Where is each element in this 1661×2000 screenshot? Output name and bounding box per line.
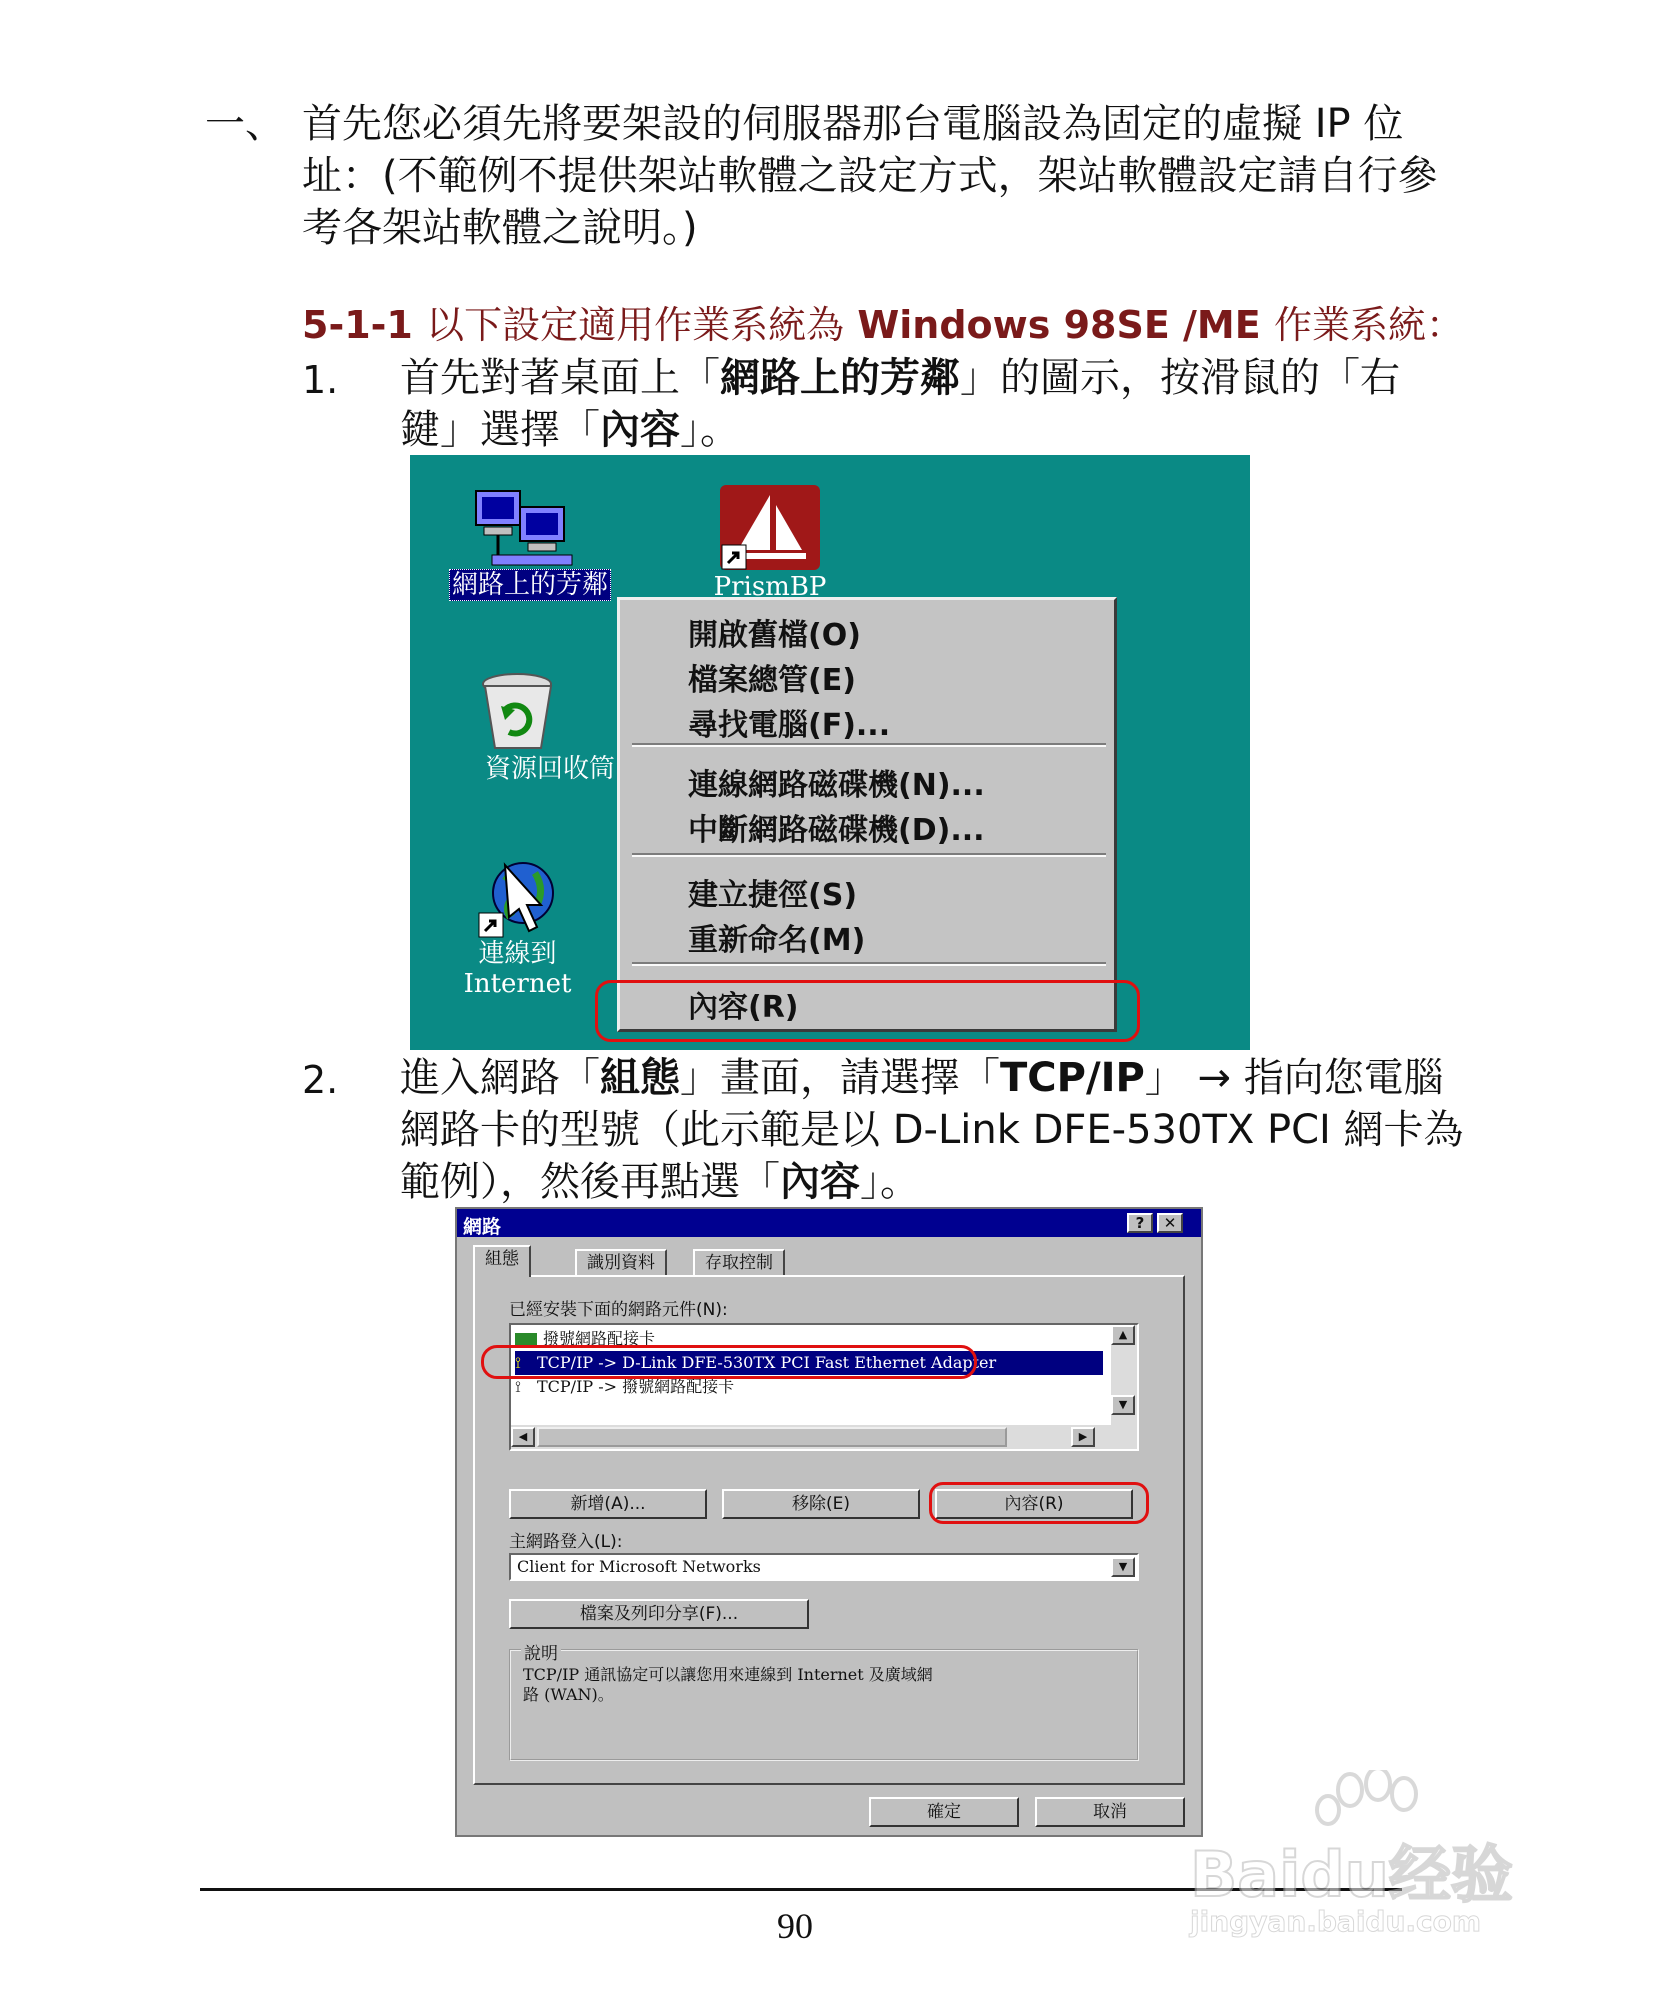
menu-item-disconnect-drive[interactable]: 中斷網路磁碟機(D)... <box>688 813 985 848</box>
dialog-titlebar <box>457 1209 1201 1237</box>
description-label: 說明 <box>521 1639 561 1664</box>
menu-item-explore[interactable]: 檔案總管(E) <box>688 663 856 698</box>
section-title-os: Windows 98SE /ME <box>857 303 1261 347</box>
step-1-number: 1. <box>302 358 339 402</box>
step-1-bold-properties: 內容 <box>600 407 680 453</box>
intro-line-1: 首先您必須先將要架設的伺服器那台電腦設為固定的虛擬 IP 位 <box>302 101 1404 147</box>
list-item-label: TCP/IP -> 撥號網路配接卡 <box>537 1377 735 1396</box>
step-2-text: 」畫面，請選擇「 <box>680 1055 1000 1101</box>
step-1-line-2 <box>400 404 740 456</box>
remove-button[interactable]: 移除(E) <box>722 1489 920 1519</box>
add-button[interactable]: 新增(A)... <box>509 1489 707 1519</box>
highlight-tcpip-item <box>481 1345 977 1379</box>
highlight-properties-button <box>929 1482 1149 1524</box>
desktop-screenshot <box>410 455 1250 1050</box>
network-neighborhood-icon[interactable] <box>472 485 582 570</box>
file-print-sharing-button[interactable]: 檔案及列印分享(F)... <box>509 1599 809 1629</box>
step-2-text: 」 → 指向您電腦 <box>1144 1055 1444 1101</box>
step-2-line-1 <box>400 1052 1444 1104</box>
tab-identification[interactable]: 識別資料 <box>575 1249 667 1277</box>
step-2-text: 範例），然後再點選「 <box>400 1159 780 1205</box>
network-neighborhood-label[interactable] <box>410 571 650 599</box>
connect-internet-icon[interactable] <box>475 855 565 940</box>
step-2-text: 進入網路「 <box>400 1055 600 1101</box>
step-1-text: 鍵」選擇「 <box>400 407 600 453</box>
scroll-right-icon[interactable]: ▶ <box>1071 1427 1095 1447</box>
cancel-button[interactable]: 取消 <box>1035 1797 1185 1827</box>
step-2-bold-properties: 內容 <box>780 1159 860 1205</box>
step-1-text: 」。 <box>680 407 740 453</box>
protocol-icon: ⟟ <box>515 1353 521 1372</box>
network-neighborhood-text: 網路上的芳鄰 <box>449 569 611 601</box>
step-1-text: 首先對著桌面上「 <box>400 355 720 401</box>
baidu-watermark <box>1190 1770 1570 1940</box>
tab-config[interactable]: 組態 <box>473 1245 531 1277</box>
scroll-up-icon[interactable]: ▲ <box>1111 1325 1135 1345</box>
protocol-icon: ⟟ <box>515 1377 521 1396</box>
tab-access-control[interactable]: 存取控制 <box>693 1249 785 1277</box>
menu-separator <box>632 853 1106 857</box>
recycle-bin-icon[interactable] <box>475 670 565 755</box>
vertical-scrollbar[interactable] <box>1111 1325 1137 1449</box>
menu-item-map-drive[interactable]: 連線網路磁碟機(N)... <box>688 768 985 803</box>
components-label: 已經安裝下面的網路元件(N): <box>509 1300 728 1320</box>
intro-marker: 一、 <box>205 101 285 147</box>
list-item-label: TCP/IP -> D-Link DFE-530TX PCI Fast Ethernet Adapter <box>537 1353 997 1372</box>
step-2-bold-tcpip: TCP/IP <box>1000 1055 1145 1101</box>
intro-line-3: 考各架站軟體之說明。) <box>302 205 698 251</box>
section-title-part-1: 以下設定適用作業系統為 <box>426 303 845 347</box>
intro-line-2: 址：(不範例不提供架站軟體之設定方式，架站軟體設定請自行參 <box>302 153 1438 199</box>
scroll-thumb[interactable] <box>537 1427 1007 1447</box>
highlight-properties-menu-item <box>595 980 1140 1042</box>
scroll-left-icon[interactable]: ◀ <box>511 1427 535 1447</box>
components-list[interactable] <box>509 1323 1139 1451</box>
description-text-2: 路 (WAN)。 <box>523 1685 614 1704</box>
step-2-bold-config: 組態 <box>600 1055 680 1101</box>
description-group <box>509 1644 1139 1761</box>
menu-separator <box>632 962 1106 966</box>
horizontal-scrollbar[interactable] <box>511 1425 1111 1449</box>
chevron-down-icon[interactable]: ▼ <box>1111 1557 1135 1577</box>
help-button[interactable]: ? <box>1127 1213 1153 1233</box>
menu-item-rename[interactable]: 重新命名(M) <box>688 923 866 958</box>
step-2-line-2: 網路卡的型號（此示範是以 D-Link DFE-530TX PCI 網卡為 <box>400 1107 1464 1153</box>
dialog-title: 網路 <box>463 1216 502 1238</box>
menu-separator <box>632 743 1106 747</box>
primary-logon-select[interactable] <box>509 1553 1139 1581</box>
menu-item-create-shortcut[interactable]: 建立捷徑(S) <box>688 878 858 913</box>
menu-item-properties[interactable]: 內容(R) <box>688 990 799 1025</box>
section-number: 5-1-1 <box>302 303 413 347</box>
section-title-part-3: 作業系統： <box>1273 303 1464 347</box>
properties-button[interactable]: 內容(R) <box>935 1489 1133 1519</box>
step-2-number: 2. <box>302 1058 339 1102</box>
step-1-line-1 <box>400 352 1400 404</box>
close-button[interactable]: ✕ <box>1157 1213 1183 1233</box>
recycle-bin-label[interactable]: 資源回收筒 <box>484 755 615 783</box>
list-item-label: 撥號網路配接卡 <box>543 1329 656 1348</box>
context-menu <box>617 597 1117 1032</box>
menu-item-open[interactable]: 開啟舊檔(O) <box>688 618 861 653</box>
description-text-1: TCP/IP 通訊協定可以讓您用來連線到 Internet 及廣域網 <box>523 1665 933 1684</box>
primary-logon-value: Client for Microsoft Networks <box>517 1557 761 1576</box>
connect-internet-label-1[interactable]: 連線到 <box>478 939 557 969</box>
step-1-text: 」的圖示，按滑鼠的「右 <box>960 355 1400 401</box>
watermark-brand: Baidu经验 <box>1190 1838 1513 1911</box>
menu-item-find-computer[interactable]: 尋找電腦(F)... <box>688 708 891 743</box>
prismbp-label[interactable]: PrismBP <box>713 573 827 597</box>
network-dialog <box>455 1207 1203 1837</box>
step-1-bold-network: 網路上的芳鄰 <box>720 355 960 401</box>
ok-button[interactable]: 確定 <box>869 1797 1019 1827</box>
watermark-url: jingyan.baidu.com <box>1190 1905 1482 1938</box>
section-heading <box>302 300 1464 350</box>
connect-internet-label-2[interactable]: Internet <box>463 969 572 999</box>
prismbp-icon[interactable] <box>720 485 820 580</box>
scroll-down-icon[interactable]: ▼ <box>1111 1395 1135 1415</box>
step-2-text: 」。 <box>860 1159 920 1205</box>
primary-logon-label: 主網路登入(L): <box>509 1532 623 1552</box>
step-2-line-3 <box>400 1156 920 1208</box>
page-number: 90 <box>777 1906 813 1946</box>
